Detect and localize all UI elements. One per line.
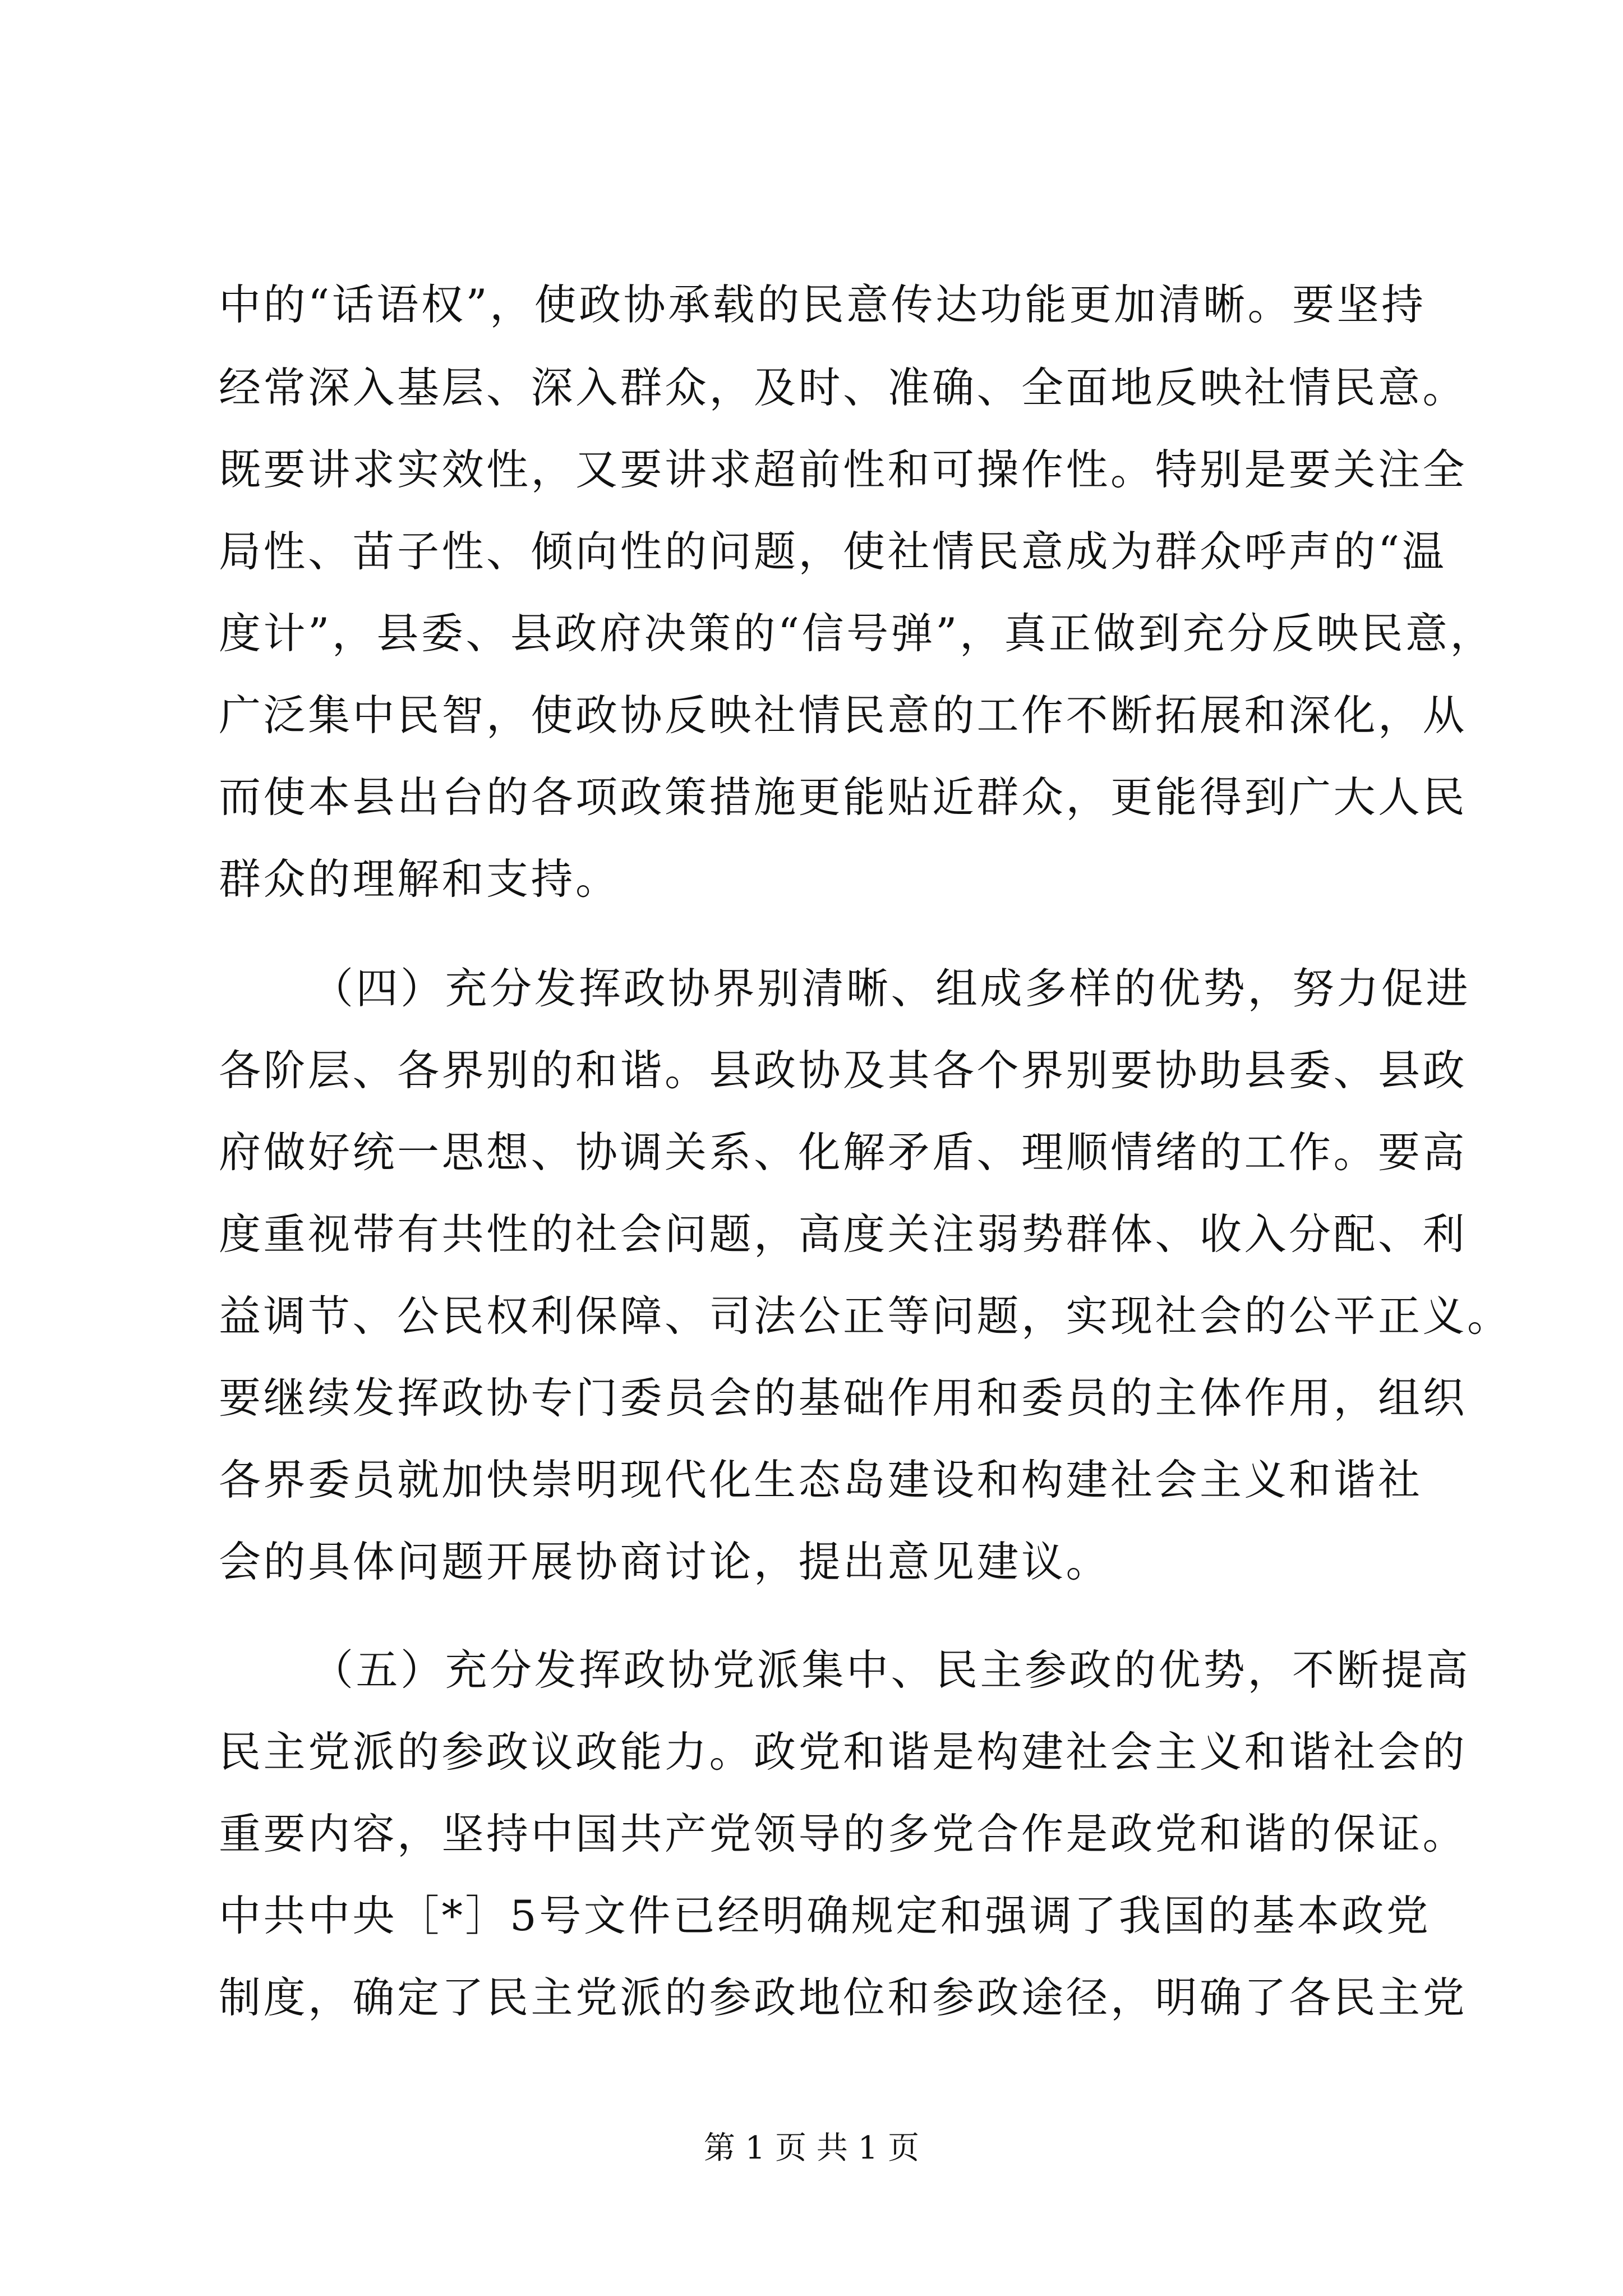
text-line: 中共中央［*］5号文件已经明确规定和强调了我国的基本政党 [219,1891,1431,1940]
paragraph-heading-five: （五）充分发挥政协党派集中、民主参政的优势，不断提高 [311,1645,1471,1695]
page-footer: 第 1 页 共 1 页 [703,2130,920,2166]
text-line: 益调节、公民权利保障、司法公正等问题，实现社会的公平正义。 [219,1291,1512,1341]
text-line: 各界委员就加快崇明现代化生态岛建设和构建社会主义和谐社 [219,1455,1423,1504]
text-line: 会的具体问题开展协商讨论，提出意见建议。 [219,1537,1111,1586]
text-line: 广泛集中民智，使政协反映社情民意的工作不断拓展和深化，从 [219,691,1468,740]
text-line: 要继续发挥政协专门委员会的基础作用和委员的主体作用，组织 [219,1373,1468,1423]
text-line: 民主党派的参政议政能力。政党和谐是构建社会主义和谐社会的 [219,1727,1468,1777]
text-line: 既要讲求实效性，又要讲求超前性和可操作性。特别是要关注全 [219,445,1468,494]
text-line: 重要内容，坚持中国共产党领导的多党合作是政党和谐的保证。 [219,1809,1468,1858]
text-line: 中的“话语权”，使政协承载的民意传达功能更加清晰。要坚持 [219,280,1426,329]
text-line: 各阶层、各界别的和谐。县政协及其各个界别要协助县委、县政 [219,1046,1468,1095]
text-line: 群众的理解和支持。 [219,854,620,904]
paragraph-heading-four: （四）充分发挥政协界别清晰、组成多样的优势，努力促进 [311,964,1471,1013]
text-line: 度计”，县委、县政府决策的“信号弹”，真正做到充分反映民意， [219,609,1495,658]
text-line: 制度，确定了民主党派的参政地位和参政途径，明确了各民主党 [219,1973,1468,2022]
text-line: 经常深入基层、深入群众，及时、准确、全面地反映社情民意。 [219,363,1468,412]
text-line: 度重视带有共性的社会问题，高度关注弱势群体、收入分配、利 [219,1209,1468,1259]
text-line: 而使本县出台的各项政策措施更能贴近群众，更能得到广大人民 [219,772,1468,822]
text-line: 府做好统一思想、协调关系、化解矛盾、理顺情绪的工作。要高 [219,1128,1468,1177]
text-line: 局性、苗子性、倾向性的问题，使社情民意成为群众呼声的“温 [219,527,1447,576]
